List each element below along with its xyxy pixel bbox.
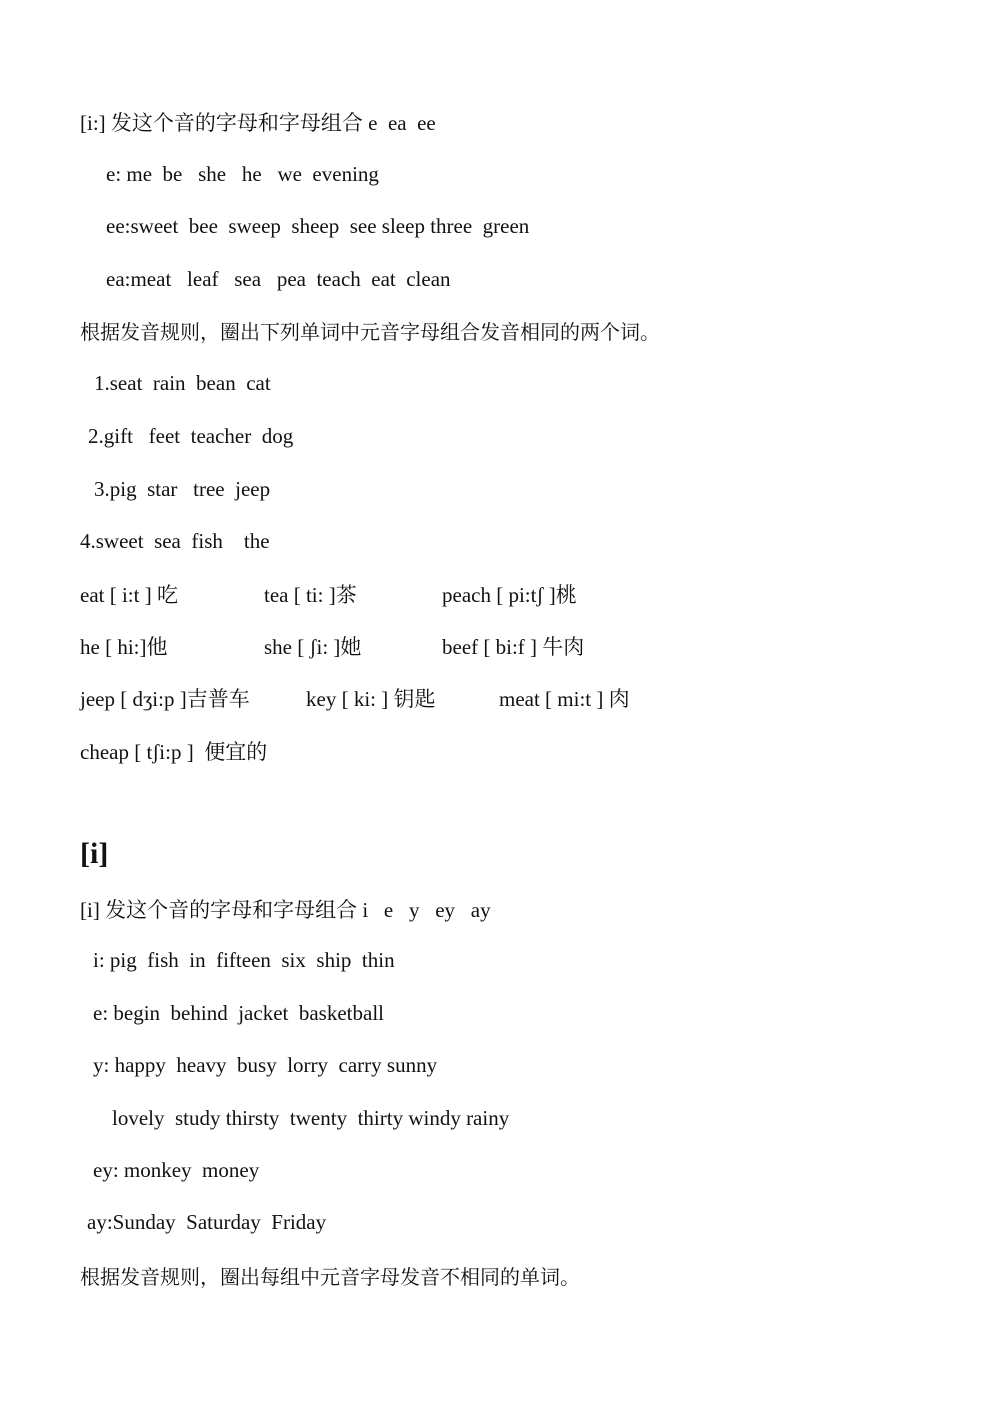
vocab-item: he [ hi:]他 bbox=[80, 635, 168, 659]
section2-intro: [i] 发这个音的字母和字母组合 i e y ey ay bbox=[80, 898, 491, 922]
vocab-item: cheap [ tʃi:p ] 便宜的 bbox=[80, 740, 268, 764]
vocab-row bbox=[80, 634, 980, 660]
vocab-item: she [ ʃi: ]她 bbox=[264, 635, 362, 659]
vocab-item: peach [ pi:tʃ ]桃 bbox=[442, 583, 577, 607]
vocab-row bbox=[80, 739, 980, 765]
rule-e: e: begin behind jacket basketball bbox=[93, 1001, 384, 1025]
section2-instruction: 根据发音规则，圈出每组中元音字母发音不相同的单词。 bbox=[80, 1265, 580, 1289]
vocab-row bbox=[80, 686, 980, 712]
rule-y: y: happy heavy busy lorry carry sunny bbox=[93, 1053, 438, 1077]
section1-intro: [i:] 发这个音的字母和字母组合 e ea ee bbox=[80, 111, 436, 135]
rule-y-continued: lovely study thirsty twenty thirty windy rainy bbox=[112, 1106, 510, 1130]
section2-heading: [i] bbox=[80, 837, 109, 870]
vocab-item: jeep [ dʒi:p ]吉普车 bbox=[80, 687, 250, 711]
rule-i: i: pig fish in fifteen six ship thin bbox=[93, 948, 395, 972]
vocab-item: key [ ki: ] 钥匙 bbox=[306, 687, 436, 711]
exercise-4: 4.sweet sea fish the bbox=[80, 529, 270, 553]
vocab-item: tea [ ti: ]茶 bbox=[264, 583, 357, 607]
exercise-1: 1.seat rain bean cat bbox=[94, 371, 271, 395]
section1-instruction: 根据发音规则，圈出下列单词中元音字母组合发音相同的两个词。 bbox=[80, 320, 660, 344]
vocab-item: meat [ mi:t ] 肉 bbox=[499, 687, 630, 711]
rule-e: e: me be she he we evening bbox=[106, 162, 379, 186]
rule-ey: ey: monkey money bbox=[93, 1158, 260, 1182]
exercise-3: 3.pig star tree jeep bbox=[94, 477, 271, 501]
rule-ea: ea:meat leaf sea pea teach eat clean bbox=[106, 267, 451, 291]
rule-ay: ay:Sunday Saturday Friday bbox=[87, 1210, 327, 1234]
rule-ee: ee:sweet bee sweep sheep see sleep three green bbox=[106, 214, 530, 238]
vocab-item: eat [ i:t ] 吃 bbox=[80, 583, 178, 607]
exercise-2: 2.gift feet teacher dog bbox=[88, 424, 294, 448]
vocab-row bbox=[80, 582, 980, 608]
vocab-item: beef [ bi:f ] 牛肉 bbox=[442, 635, 585, 659]
